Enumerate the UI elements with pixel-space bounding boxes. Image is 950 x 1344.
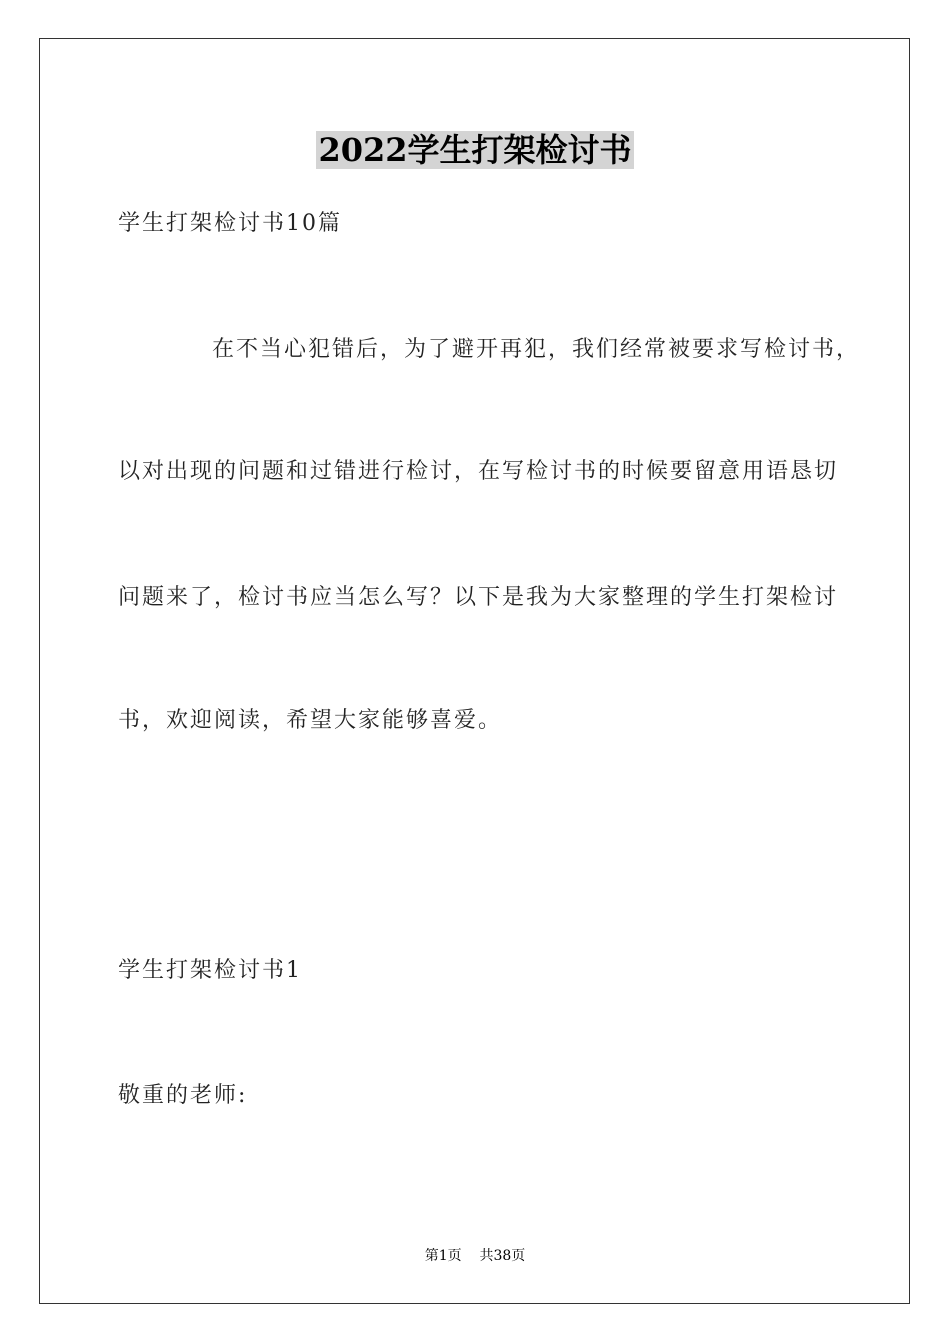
intro-line-4: 书，欢迎阅读，希望大家能够喜爱。 xyxy=(118,708,503,733)
section-heading: 学生打架检讨书1 xyxy=(118,958,302,983)
intro-line-1: 在不当心犯错后，为了避开再犯，我们经常被要求写检讨书， xyxy=(212,337,861,362)
salutation: 敬重的老师: xyxy=(118,1083,248,1108)
intro-line-3: 问题来了，检讨书应当怎么写？以下是我为大家整理的学生打架检讨 xyxy=(118,585,839,610)
document-title xyxy=(0,128,950,172)
intro-line-2: 以对出现的问题和过错进行检讨，在写检讨书的时候要留意用语恳切 xyxy=(118,459,839,484)
page-number-footer: 第1页 共38页 xyxy=(424,1248,526,1264)
document-subtitle: 学生打架检讨书10篇 xyxy=(118,211,342,236)
document-title-text: 2022学生打架检讨书 xyxy=(318,131,632,169)
